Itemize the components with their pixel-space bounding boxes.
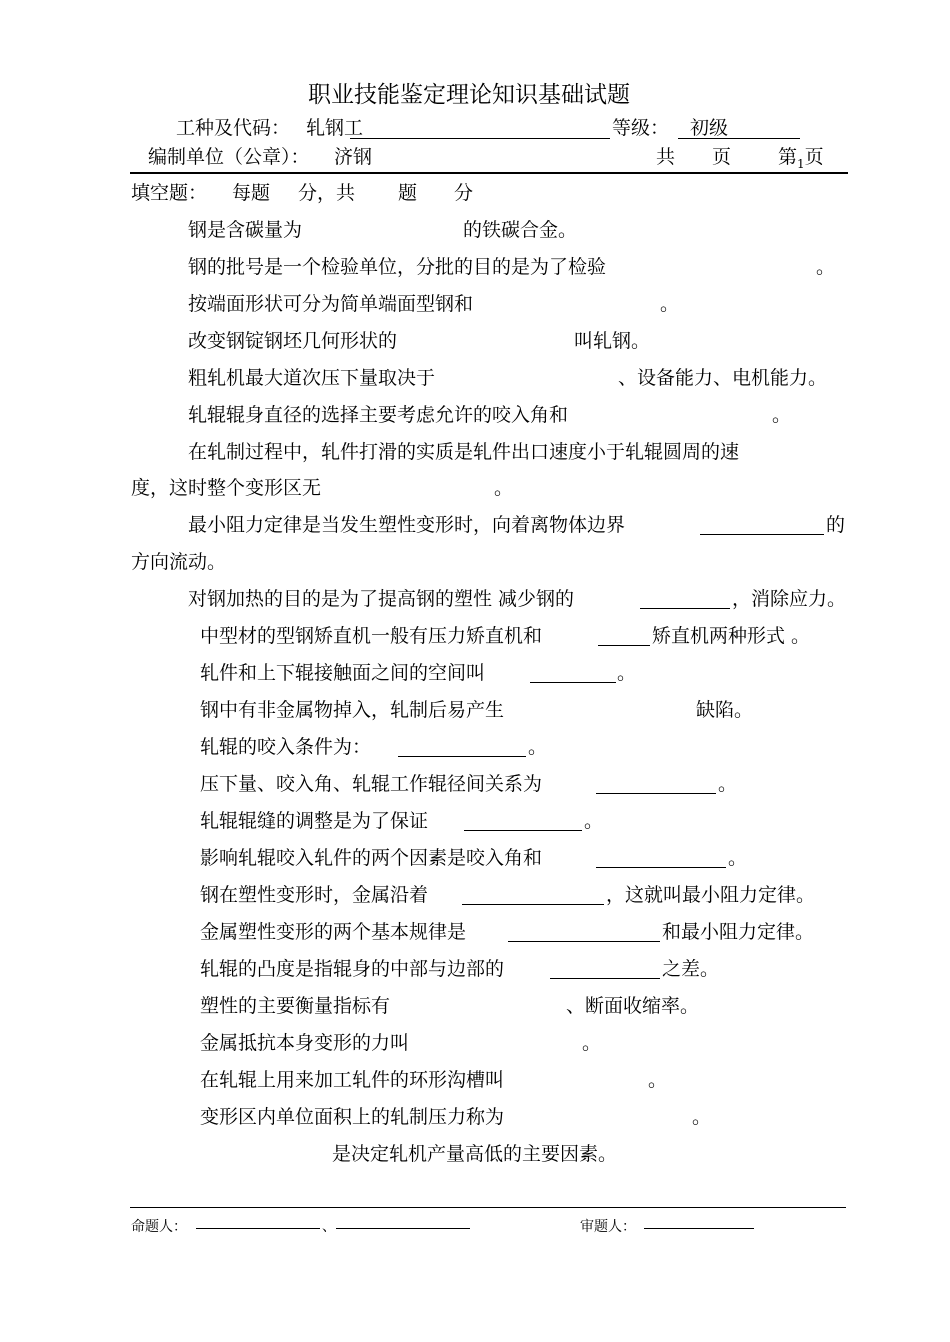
question-18-tail: 和最小阻力定律。 (662, 921, 815, 943)
question-19: 轧辊的凸度是指辊身的中部与边部的 (200, 958, 505, 980)
question-24: 是决定轧机产量高低的主要因素。 (332, 1143, 618, 1165)
unit-value: 济钢 (334, 146, 373, 168)
job-value: 轧钢工 (306, 117, 364, 139)
page-no: 1 (797, 157, 805, 171)
question-1-tail: 的铁碳合金。 (463, 219, 578, 241)
question-8-tail: 的 (826, 514, 846, 536)
question-4-tail: 叫轧钢。 (574, 330, 651, 352)
level-underline (678, 138, 800, 139)
level-label: 等级： (612, 117, 670, 139)
question-16-tail: 。 (728, 847, 748, 869)
question-11-blank (530, 682, 616, 683)
question-13-tail: 。 (528, 736, 548, 758)
question-9-blank (640, 608, 730, 609)
question-17-blank (462, 904, 604, 905)
total-label: 共 (656, 146, 676, 168)
question-21: 金属抵抗本身变形的力叫 (200, 1032, 410, 1054)
section-label: 填空题： (131, 182, 208, 204)
question-19-tail: 之差。 (662, 958, 720, 980)
question-21-tail: 。 (582, 1032, 602, 1054)
question-18: 金属塑性变形的两个基本规律是 (200, 921, 467, 943)
section-fen1: 分，共 (298, 182, 356, 204)
question-22-tail: 。 (648, 1069, 668, 1091)
question-19-blank (550, 978, 660, 979)
question-7-line1: 在轧制过程中，轧件打滑的实质是轧件出口速度小于轧辊圆周的速 (188, 441, 740, 463)
question-7-tail: 。 (494, 477, 514, 499)
question-14: 压下量、咬入角、轧辊工作辊径间关系为 (200, 773, 543, 795)
question-5: 粗轧机最大道次压下量取决于 (188, 367, 436, 389)
author-label: 命题人： (131, 1219, 187, 1235)
total-page-unit: 页 (712, 146, 732, 168)
question-17: 钢在塑性变形时，金属沿着 (200, 884, 429, 906)
question-20: 塑性的主要衡量指标有 (200, 995, 391, 1017)
question-14-tail: 。 (718, 773, 738, 795)
question-22: 在轧辊上用来加工轧件的环形沟槽叫 (200, 1069, 505, 1091)
reviewer-blank (644, 1228, 754, 1229)
question-15: 轧辊辊缝的调整是为了保证 (200, 810, 429, 832)
question-8-line2: 方向流动。 (131, 551, 227, 573)
job-underline (350, 138, 610, 139)
question-16-blank (596, 867, 726, 868)
question-3-tail: 。 (660, 293, 680, 315)
question-13: 轧辊的咬入条件为： (200, 736, 372, 758)
author-blank-1 (196, 1228, 320, 1229)
header-rule (130, 172, 848, 174)
question-2: 钢的批号是一个检验单位，分批的目的是为了检验 (188, 256, 607, 278)
question-11: 轧件和上下辊接触面之间的空间叫 (200, 662, 486, 684)
page-di: 第 (778, 146, 798, 168)
question-15-blank (464, 830, 582, 831)
author-separator: 、 (322, 1219, 336, 1235)
question-8-blank (700, 534, 824, 535)
question-9-tail: ，消除应力。 (732, 588, 847, 610)
question-15-tail: 。 (584, 810, 604, 832)
question-3: 按端面形状可分为简单端面型钢和 (188, 293, 474, 315)
unit-label: 编制单位（公章）： (148, 146, 310, 168)
question-23: 变形区内单位面积上的轧制压力称为 (200, 1106, 505, 1128)
author-blank-2 (336, 1228, 470, 1229)
level-value: 初级 (690, 117, 729, 139)
job-label: 工种及代码： (176, 117, 291, 139)
question-6-tail: 。 (772, 404, 792, 426)
question-2-tail: 。 (816, 256, 836, 278)
question-10: 中型材的型钢矫直机一般有压力矫直机和 (200, 625, 543, 647)
question-6: 轧辊辊身直径的选择主要考虑允许的咬入角和 (188, 404, 569, 426)
reviewer-label: 审题人： (580, 1219, 636, 1235)
question-20-tail: 、断面收缩率。 (566, 995, 700, 1017)
page-title: 职业技能鉴定理论知识基础试题 (308, 82, 630, 108)
page-ye: 页 (804, 146, 824, 168)
question-23-tail: 。 (692, 1106, 712, 1128)
question-18-blank (508, 941, 660, 942)
question-13-blank (398, 756, 526, 757)
footer-rule (130, 1207, 846, 1208)
question-1: 钢是含碳量为 (188, 219, 303, 241)
section-ti: 题 (398, 182, 418, 204)
question-17-tail: ，这就叫最小阻力定律。 (606, 884, 816, 906)
question-14-blank (596, 793, 716, 794)
question-10-tail: 矫直机两种形式 。 (652, 625, 811, 647)
question-5-tail: 、设备能力、电机能力。 (618, 367, 828, 389)
question-9: 对钢加热的目的是为了提高钢的塑性 减少钢的 (188, 588, 575, 610)
question-16: 影响轧辊咬入轧件的两个因素是咬入角和 (200, 847, 543, 869)
section-meiti: 每题 (232, 182, 271, 204)
question-10-blank (598, 645, 650, 646)
section-fen2: 分 (454, 182, 474, 204)
question-12-tail: 缺陷。 (696, 699, 754, 721)
question-8: 最小阻力定律是当发生塑性变形时，向着离物体边界 (188, 514, 626, 536)
question-11-tail: 。 (617, 662, 637, 684)
question-4: 改变钢锭钢坯几何形状的 (188, 330, 398, 352)
question-12: 钢中有非金属物掉入，轧制后易产生 (200, 699, 505, 721)
question-7: 度，这时整个变形区无 (131, 477, 322, 499)
page-number (778, 142, 824, 169)
